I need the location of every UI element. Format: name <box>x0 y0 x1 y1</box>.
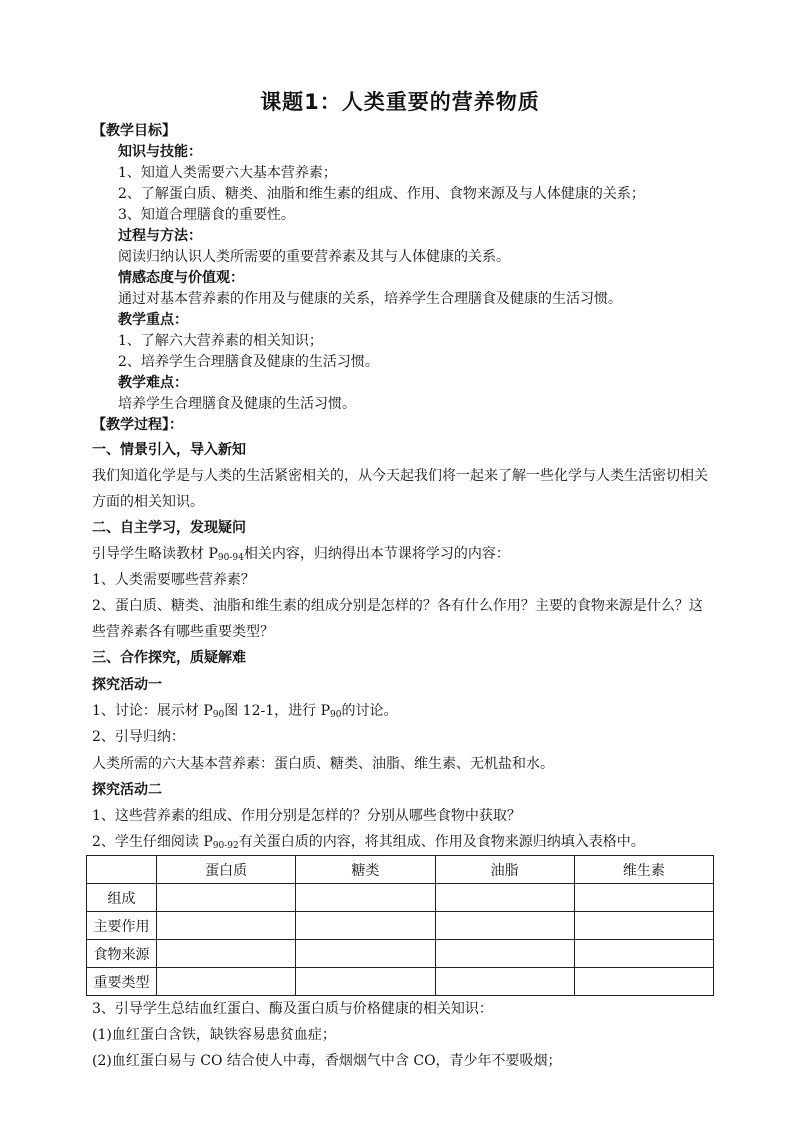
page-title: 课题1：人类重要的营养物质 <box>260 90 540 114</box>
row-label: 重要类型 <box>87 968 157 996</box>
text-line: 引导学生略读教材 $P_{90-94}$相关内容，归纳得出本节课将学习的内容： <box>92 546 510 563</box>
subheading-key-points: 教学重点： <box>118 312 188 328</box>
table-row <box>87 884 714 912</box>
step-heading: 三、合作探究，质疑解难 <box>92 650 246 666</box>
blank-cell[interactable] <box>157 884 296 912</box>
row-label: 食物来源 <box>87 940 157 968</box>
blank-cell[interactable] <box>574 940 713 968</box>
section-heading-objectives: 【教学目标】 <box>92 123 176 139</box>
row-label: 组成 <box>87 884 157 912</box>
table-row <box>87 912 714 940</box>
text-line: 通过对基本营养素的作用及与健康的关系，培养学生合理膳食及健康的生活习惯。 <box>118 291 622 307</box>
table-header-cell <box>87 856 157 884</box>
text-line: 2、蛋白质、糖类、油脂和维生素的组成分别是怎样的？各有什么作用？主要的食物来源是什么？这 <box>92 598 703 614</box>
blank-cell[interactable] <box>574 912 713 940</box>
text-line: 阅读归纳认识人类所需要的重要营养素及其与人体健康的关系。 <box>118 249 510 265</box>
blank-cell[interactable] <box>157 912 296 940</box>
text-line: 3、引导学生总结血红蛋白、酶及蛋白质与价格健康的相关知识： <box>92 1001 493 1017</box>
blank-cell[interactable] <box>435 912 574 940</box>
text-line: 方面的相关知识。 <box>92 494 204 510</box>
text-line: 2、学生仔细阅读 $P_{90-92}$有关蛋白质的内容，将其组成、作用及食物来源归纳填入表格中。 <box>92 834 645 851</box>
text-line: 些营养素各有哪些重要类型？ <box>92 624 274 640</box>
blank-cell[interactable] <box>157 968 296 996</box>
subheading-emotion: 情感态度与价值观： <box>118 270 244 286</box>
section-heading-process: 【教学过程】： <box>92 417 183 433</box>
table-header-cell: 油脂 <box>435 856 574 884</box>
subheading-knowledge: 知识与技能： <box>118 144 202 160</box>
blank-cell[interactable] <box>296 968 435 996</box>
table-header-row <box>87 856 714 884</box>
blank-cell[interactable] <box>157 940 296 968</box>
blank-cell[interactable] <box>435 940 574 968</box>
text-line: 1、讨论：展示材 $P_{90}$图 12-1，进行 $P_{90}$的讨论。 <box>92 703 398 720</box>
text-line: (2)血红蛋白易与 CO 结合使人中毒，香烟烟气中含 CO，青少年不要吸烟； <box>92 1053 562 1069</box>
blank-cell[interactable] <box>574 968 713 996</box>
blank-cell[interactable] <box>296 884 435 912</box>
subheading-process: 过程与方法： <box>118 228 202 244</box>
activity-heading: 探究活动二 <box>92 782 162 798</box>
text-line: (1)血红蛋白含铁，缺铁容易患贫血症； <box>92 1027 336 1043</box>
text-line: 1、人类需要哪些营养素？ <box>92 572 255 588</box>
table-header-cell: 糖类 <box>296 856 435 884</box>
table-header-cell: 蛋白质 <box>157 856 296 884</box>
blank-cell[interactable] <box>296 912 435 940</box>
text-line: 我们知道化学是与人类的生活紧密相关的，从今天起我们将一起来了解一些化学与人类生活密切相关 <box>92 468 708 484</box>
table-header-cell: 维生素 <box>574 856 713 884</box>
text-line: 培养学生合理膳食及健康的生活习惯。 <box>118 396 356 412</box>
blank-cell[interactable] <box>435 884 574 912</box>
blank-cell[interactable] <box>574 884 713 912</box>
text-line: 1、了解六大营养素的相关知识； <box>118 333 323 349</box>
text-line: 2、了解蛋白质、糖类、油脂和维生素的组成、作用、食物来源及与人体健康的关系； <box>118 186 645 202</box>
activity-heading: 探究活动一 <box>92 677 162 693</box>
table-row <box>87 940 714 968</box>
text-line: 2、培养学生合理膳食及健康的生活习惯。 <box>118 354 379 370</box>
text-line: 2、引导归纳： <box>92 729 185 745</box>
nutrient-table <box>86 855 714 996</box>
text-line: 1、知道人类需要六大基本营养素； <box>118 165 337 181</box>
text-line: 3、知道合理膳食的重要性。 <box>118 207 295 223</box>
text-line: 1、这些营养素的组成、作用分别是怎样的？分别从哪些食物中获取？ <box>92 808 521 824</box>
text-line: 人类所需的六大基本营养素：蛋白质、糖类、油脂、维生素、无机盐和水。 <box>92 756 554 772</box>
step-heading: 一、情景引入，导入新知 <box>92 442 246 458</box>
table-row <box>87 968 714 996</box>
subheading-difficulties: 教学难点： <box>118 375 188 391</box>
step-heading: 二、自主学习，发现疑问 <box>92 520 246 536</box>
blank-cell[interactable] <box>435 968 574 996</box>
row-label: 主要作用 <box>87 912 157 940</box>
blank-cell[interactable] <box>296 940 435 968</box>
